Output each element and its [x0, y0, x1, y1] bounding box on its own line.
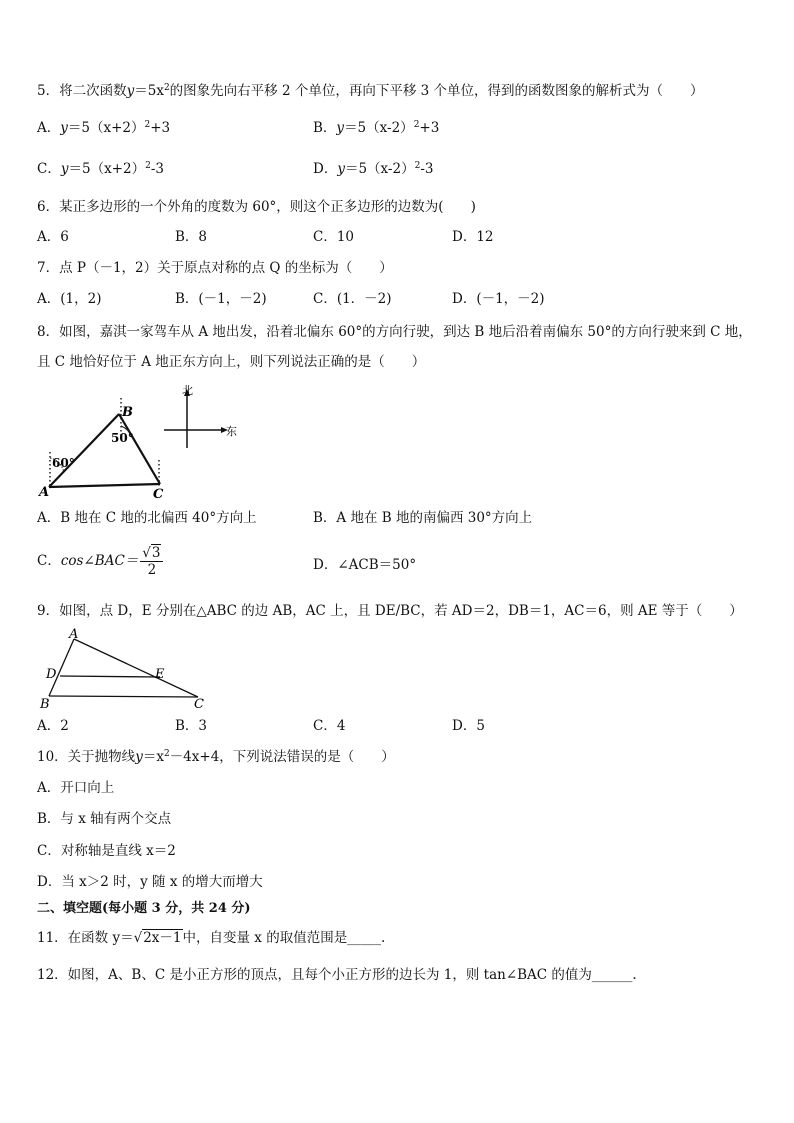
- angle-label-a: 60°: [52, 456, 75, 470]
- q10-option-a[interactable]: A．开口向上: [37, 780, 115, 796]
- segment-ab: [49, 414, 119, 487]
- q5-option-a[interactable]: [37, 119, 170, 137]
- q8-option-c[interactable]: [37, 545, 163, 578]
- option-prefix: D．: [313, 161, 338, 177]
- q10-exp: 2: [163, 749, 170, 759]
- q6-option-b[interactable]: B．8: [175, 229, 208, 245]
- sqrt-radicand: 3: [151, 545, 161, 561]
- q5-option-b[interactable]: [313, 119, 439, 137]
- point-label-d: D: [46, 667, 57, 682]
- q8-option-b[interactable]: B．A 地在 B 地的南偏西 30°方向上: [313, 510, 533, 526]
- q9-figure: [36, 626, 216, 710]
- q6-option-a[interactable]: A．6: [37, 229, 69, 245]
- point-label-a: A: [69, 627, 79, 642]
- option-prefix: C．: [37, 161, 61, 177]
- q6-stem: 6．某正多边形的一个外角的度数为 60°，则这个正多边形的边数为( ): [37, 199, 476, 215]
- q10-stem: [37, 748, 395, 766]
- q6-option-c[interactable]: C．10: [313, 229, 355, 245]
- q8-option-a[interactable]: A．B 地在 C 地的北偏西 40°方向上: [37, 510, 257, 526]
- q10-option-d[interactable]: D．当 x＞2 时，y 随 x 的增大而增大: [37, 874, 263, 890]
- segment-ac: [49, 484, 160, 487]
- q10-stem-rest: －4x+4，下列说法错误的是（ ）: [169, 749, 395, 765]
- angle-label-b: 50°: [111, 431, 134, 445]
- q9-option-c[interactable]: C．4: [313, 718, 346, 734]
- compass-north-label: 北: [182, 384, 193, 397]
- q5-exp: 2: [163, 83, 170, 93]
- q9-stem: 9．如图，点 D，E 分别在△ABC 的边 AB，AC 上，且 DE/BC，若 AD＝2，DB＝1，AC＝6，则 AE 等于（ ）: [37, 603, 743, 619]
- q5-expr: ＝5x: [134, 83, 164, 99]
- option-tail: +3: [150, 120, 171, 136]
- fraction: [140, 545, 163, 578]
- point-label-c: C: [153, 487, 164, 502]
- fraction-numerator: √3: [140, 545, 163, 562]
- compass-east-label: 东: [226, 425, 237, 438]
- point-label-c: C: [194, 697, 204, 710]
- option-var: y: [337, 161, 345, 177]
- compass-icon: [164, 384, 237, 448]
- q7-stem: 7．点 P（－1，2）关于原点对称的点 Q 的坐标为（ ）: [37, 260, 393, 276]
- point-label-b: B: [122, 405, 133, 420]
- point-label-b: B: [40, 697, 50, 710]
- option-tail: +3: [419, 120, 440, 136]
- q9-option-d[interactable]: D．5: [452, 718, 485, 734]
- option-expr: cos∠BAC＝: [60, 553, 139, 569]
- q11-stem: 11．在函数 y＝√2x－1中，自变量 x 的取值范围是_____.: [37, 930, 386, 946]
- q8-stem-line2: 且 C 地恰好位于 A 地正东方向上，则下列说法正确的是（ ）: [37, 354, 426, 370]
- option-exp: 2: [144, 120, 151, 130]
- q8-stem-line1: 8．如图，嘉淇一家驾车从 A 地出发，沿着北偏东 60°的方向行驶，到达 B 地后沿着南偏东 50°的方向行驶来到 C 地，: [37, 324, 752, 340]
- q9-option-b[interactable]: B．3: [175, 718, 208, 734]
- option-exp: 2: [413, 120, 420, 130]
- option-expr: ＝5（x-2）: [344, 161, 415, 177]
- segment-de: [60, 676, 160, 677]
- option-tail: -3: [150, 161, 164, 177]
- q12-stem: 12．如图，A、B、C 是小正方形的顶点，且每个小正方形的边长为 1，则 tan∠BAC 的值为______.: [37, 967, 637, 983]
- q5-stem-text: 5．将二次函数: [37, 83, 127, 99]
- q5-option-c[interactable]: [37, 160, 164, 178]
- option-prefix: B．: [313, 120, 337, 136]
- q11-stem-text: 11．在函数 y＝: [37, 930, 134, 946]
- q8-option-d[interactable]: D．∠ACB＝50°: [313, 557, 417, 573]
- q5-option-d[interactable]: [313, 160, 433, 178]
- q10-var: y: [135, 749, 143, 765]
- option-var: y: [336, 120, 345, 136]
- q10-option-b[interactable]: B．与 x 轴有两个交点: [37, 811, 172, 827]
- q7-option-a[interactable]: A．(1，2): [37, 291, 102, 307]
- point-label-e: E: [155, 667, 165, 682]
- q7-option-b[interactable]: B．(－1，－2): [175, 291, 267, 307]
- q5-stem-rest: 的图象先向右平移 2 个单位，再向下平移 3 个单位，得到的函数图象的解析式为（ ）: [169, 83, 704, 99]
- option-expr: ＝5（x+2）: [67, 120, 145, 136]
- q10-stem-text: 10．关于抛物线: [37, 749, 136, 765]
- segment-bc: [119, 414, 160, 484]
- q10-expr: ＝x: [142, 749, 164, 765]
- q8-figure: [30, 380, 260, 502]
- fraction-denominator: 2: [147, 562, 157, 578]
- option-var: y: [60, 161, 69, 177]
- option-var: y: [60, 120, 68, 136]
- q7-option-c[interactable]: C．(1．－2): [313, 291, 392, 307]
- q5-var: y: [126, 83, 135, 99]
- q11-stem-rest: 中，自变量 x 的取值范围是_____.: [182, 930, 386, 946]
- point-label-a: A: [39, 485, 50, 500]
- segment-ac: [74, 639, 198, 697]
- option-tail: -3: [420, 161, 434, 177]
- option-prefix: C．: [37, 553, 61, 569]
- segment-bc: [49, 696, 198, 697]
- q7-option-d[interactable]: D．(－1，－2): [452, 291, 545, 307]
- q9-option-a[interactable]: A．2: [37, 718, 69, 734]
- option-prefix: A．: [37, 120, 61, 136]
- option-expr: ＝5（x-2）: [344, 120, 414, 136]
- option-exp: 2: [414, 161, 421, 171]
- q5-stem: [37, 82, 704, 100]
- section-heading: 二、填空题(每小题 3 分，共 24 分): [37, 901, 251, 916]
- option-exp: 2: [145, 161, 151, 171]
- option-expr: ＝5（x+2）: [68, 161, 146, 177]
- q6-option-d[interactable]: D．12: [452, 229, 494, 245]
- q10-option-c[interactable]: C．对称轴是直线 x＝2: [37, 843, 176, 859]
- sqrt-radicand: 2x－1: [143, 930, 182, 946]
